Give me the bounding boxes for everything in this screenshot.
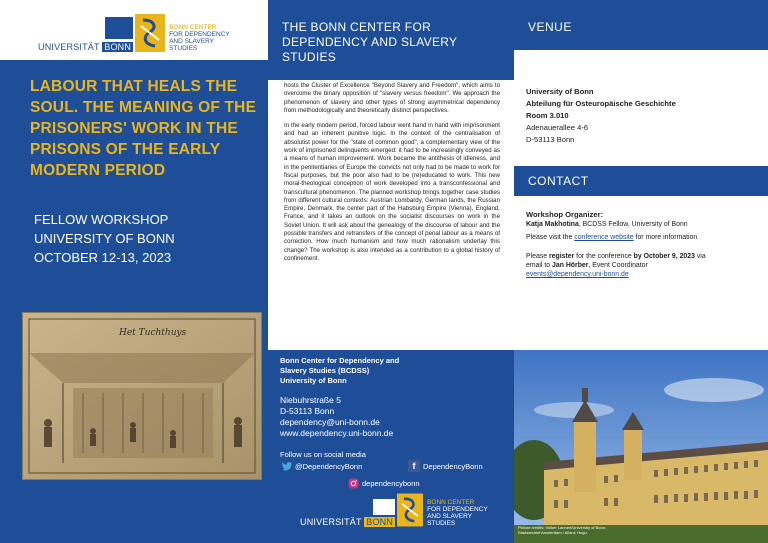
venue-room: Room 3.010 [526, 111, 569, 120]
contact-details [514, 196, 768, 350]
footer-logo-university-text: UNIVERSITÄT BONN [300, 517, 394, 527]
venue-street: Adenauerallee 4-6 [526, 123, 589, 132]
street: Niebuhrstraße 5 [280, 395, 341, 405]
university-building-photo [514, 350, 768, 543]
organizer-line: Katja Makhotina, BCDSS Fellow, University of Bonn [526, 221, 688, 228]
city: D-53113 Bonn [280, 406, 335, 416]
event-title: LABOUR THAT HEALS THE SOUL. THE MEANING OF THE PRISONERS' WORK IN THE PRISONS OF THE EARLY MODERN PERIOD [30, 78, 257, 179]
venue-university: University of Bonn [526, 87, 594, 96]
bcdss-emblem-icon [135, 14, 165, 52]
facebook-icon: f [408, 460, 420, 472]
visit-line: Please visit the conference website for more information [526, 234, 698, 241]
footer-logo-box [373, 499, 395, 515]
photo-credit: Picture credits: Volker Lannert/University of Bonn; Stadsarchief Amsterdam / Allard, Hugo [518, 525, 607, 535]
historical-engraving-image [22, 312, 262, 480]
website-link[interactable]: www.dependency.uni-bonn.de [280, 428, 394, 438]
twitter-link[interactable]: @DependencyBonn [282, 462, 362, 471]
header-logo-area [0, 0, 268, 60]
register-line: Please register for the conference by October 9, 2023 via [526, 253, 706, 260]
instagram-link[interactable]: dependencybonn [348, 478, 420, 489]
footer-bcdss-emblem-icon [397, 493, 423, 527]
bcdss-heading: THE BONN CENTER FOR DEPENDENCY AND SLAVERY STUDIES [282, 20, 458, 64]
logo-university-text: UNIVERSITÄT BONN [38, 42, 132, 52]
venue-heading: VENUE [528, 20, 572, 34]
twitter-icon [282, 462, 292, 471]
email-link[interactable]: dependency@uni-bonn.de [280, 417, 380, 427]
coordinator-line: email to Jan Hörber, Event Coordinator [526, 262, 648, 269]
organization-address [280, 395, 393, 439]
workshop-date: OCTOBER 12-13, 2023 [34, 250, 172, 265]
workshop-type: FELLOW WORKSHOP [34, 212, 169, 227]
social-label: Follow us on social media [280, 450, 366, 459]
footer-logo-center-text: BONN CENTER FOR DEPENDENCY AND SLAVERY STUDIES [427, 499, 488, 527]
contact-heading: CONTACT [528, 174, 589, 188]
instagram-icon [348, 478, 359, 489]
venue-details [514, 50, 768, 166]
workshop-location: UNIVERSITY OF BONN [34, 231, 175, 246]
description-paragraph-2: In the early modern period, forced labour went hand in hand with imprisonment and had an inherent punitive logic. In the context of the centralisation of absolutist power for the "state of common good", a complementary view of the work of imprisoned delinquents emerged: it had to be increasingly conveyed as a means of human improvement. Work became the antithesis of idleness, and in the penitentiaries of Europe the convicts not only had to be made to work for fiscal purposes, but the poor also had to be (re)educated to work. This new moral-theological conception of work developed into a transconfessional and transcultural phenomenon. The planned workshop brings together case studies from different cultural contexts: Austrian Lombardy, German lands, the Russian Empire, Denmark, the center part of the Habsburg Empire (Vienna), England, France, and it takes an outlook on the socialist discourses on work in the Soviet Union. It will ask about the genealogy of the discourse of labour and the possible transfers and retransfers of the concept of penal labour as a means of correction. How much humanism and how much rationalism underlay this change? The workshop is also intended as a contribution to a global history of confinement. [284, 122, 500, 262]
university-logo [38, 14, 239, 52]
bcdss-heading-block [268, 0, 514, 80]
organization-name: Bonn Center for Dependency and Slavery Studies (BCDSS) University of Bonn [280, 356, 400, 385]
description-paragraph-1: hosts the Cluster of Excellence "Beyond Slavery and Freedom", which aims to overcome the binary opposition of "slavery versus freedom". We approach the phenomenon of slavery and other types of strong asymmetrical dependency from methodologically and theoretically distinct perspectives. [284, 82, 500, 114]
workshop-info [34, 210, 254, 267]
facebook-link[interactable]: f DependencyBonn [408, 460, 483, 472]
conference-website-link[interactable]: conference website [574, 234, 634, 241]
venue-city: D-53113 Bonn [526, 135, 575, 144]
contact-heading-block [514, 166, 768, 196]
logo-box [105, 17, 133, 39]
logo-center-text: BONN CENTER FOR DEPENDENCY AND SLAVERY STUDIES [169, 24, 230, 52]
events-email-link[interactable]: events@dependency.uni-bonn.de [526, 271, 629, 278]
address-block [268, 350, 514, 543]
footer-university-logo [300, 493, 497, 527]
organizer-label: Workshop Organizer: [526, 210, 604, 219]
venue-department: Abteilung für Osteuropäische Geschichte [526, 99, 676, 108]
venue-heading-block [514, 0, 768, 50]
description-block [268, 80, 514, 350]
engraving-caption: Het Tuchthuys [119, 328, 187, 338]
left-panel [0, 0, 268, 543]
